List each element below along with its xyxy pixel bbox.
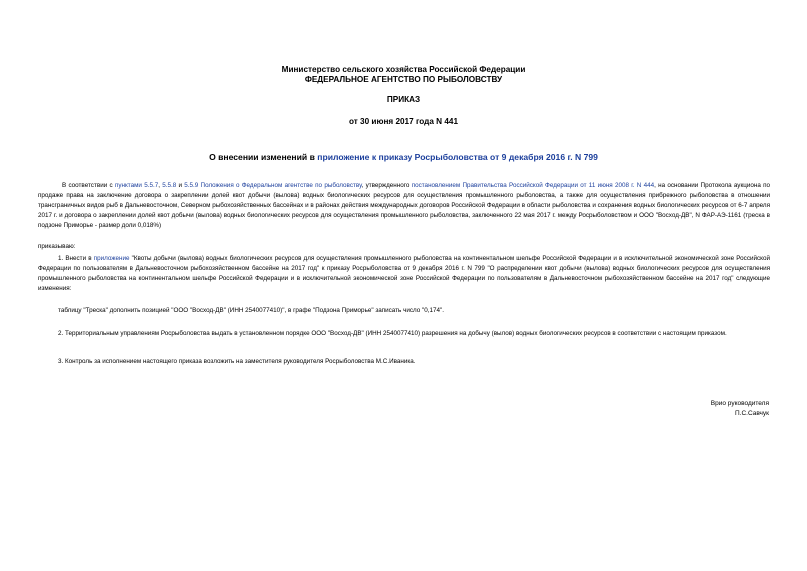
link-clause-557[interactable]: пунктами 5.5.7 (114, 182, 159, 189)
title-link[interactable]: приложение к приказу Росрыболовства от 9 декабря 2016 г. N 799 (317, 152, 598, 162)
link-clause-558[interactable]: 5.5.8 (162, 182, 177, 189)
title-prefix: О внесении изменений в (209, 152, 318, 162)
document-header (0, 65, 807, 85)
agency-name: ФЕДЕРАЛЬНОЕ АГЕНТСТВО ПО РЫБОЛОВСТВУ (304, 75, 503, 84)
ministry-name: Министерство сельского хозяйства Российской Федерации (281, 65, 526, 74)
link-regulation[interactable]: 5.5.9 Положения о Федеральном агентстве по рыболовству (184, 182, 362, 189)
text: , утвержденного (361, 182, 412, 189)
paragraph-item-1 (38, 254, 770, 294)
text: 1. Внести в (58, 255, 94, 262)
text: "Квоты добычи (вылова) водных биологических ресурсов для осуществления промышленного рыболовства на континентальном шельфе Российской Федерации и в исключительной экономической зоне Российской Федерации по пользователям в Дальневосточном рыбохозяйственном бассейне на 2017 год" к приказу Росрыболовства от 9 декабря 2016 г. N 799 "О распределении квот добычи (вылова) водных биологических ресурсов для осуществления промышленного рыболовства на континентальном шельфе Российской Федерации и в исключительной экономической зоне Российской Федерации по пользователям в Дальневосточном рыбохозяйственном бассейне на 2017 год" следующие изменения: (38, 255, 771, 292)
doc-type: ПРИКАЗ (386, 95, 421, 104)
paragraph-preamble (38, 181, 770, 231)
text: В соответствии с (62, 182, 115, 189)
paragraph-item-2: 2. Территориальным управлениям Росрыболовства выдать в установленном порядке ООО "Восход-ДВ" (ИНН 2540077410) разрешения на добычу (вылов) водных биологических ресурсов в соответствии с настоящим приказом. (58, 330, 727, 337)
text: и (176, 182, 185, 189)
paragraph-item-3: 3. Контроль за исполнением настоящего приказа возложить на заместителя руководителя Росрыболовства М.С.Иваника. (58, 358, 416, 365)
paragraph-order: приказываю: (38, 243, 76, 250)
document-title (0, 152, 807, 162)
link-government-decree[interactable]: постановлением Правительства Российской Федерации от 11 июня 2008 г. N 444 (411, 182, 655, 189)
text: , (158, 182, 163, 189)
paragraph-table-change: таблицу "Треска" дополнить позицией "ООО "Восход-ДВ" (ИНН 2540077410)", в графе "Подзона Приморье" записать число "0,174". (58, 307, 444, 314)
signature-block (711, 399, 769, 419)
signature-name: П.С.Савчук (734, 410, 769, 417)
text: , на основании Протокола аукциона по продаже права на заключение договора о закреплении долей квот добычи (вылова) водных биологических ресурсов для осуществления промышленного рыболовства, а также для осуществления прибрежного рыболовства в отношении трансграничных видов рыб в Дальневосточном, Северном рыбохозяйственных бассейнах и в районах действия международных договоров Российской Федерации в области рыболовства и сохранения водных биологических ресурсов от 6-7 апреля 2017 г. и договора о закреплении долей квот добычи (вылова) водных биологических ресурсов для осуществления промышленного рыболовства, заключенного 22 мая 2017 г. между Росрыболовством и ООО "Восход-ДВ", N ФАР-АЭ-1161 (треска в подзоне Приморье - размер доли 0,018%) (38, 182, 770, 229)
link-appendix[interactable]: приложение (93, 255, 130, 262)
signature-position: Врио руководителя (710, 400, 769, 407)
date-number: от 30 июня 2017 года N 441 (348, 117, 459, 126)
